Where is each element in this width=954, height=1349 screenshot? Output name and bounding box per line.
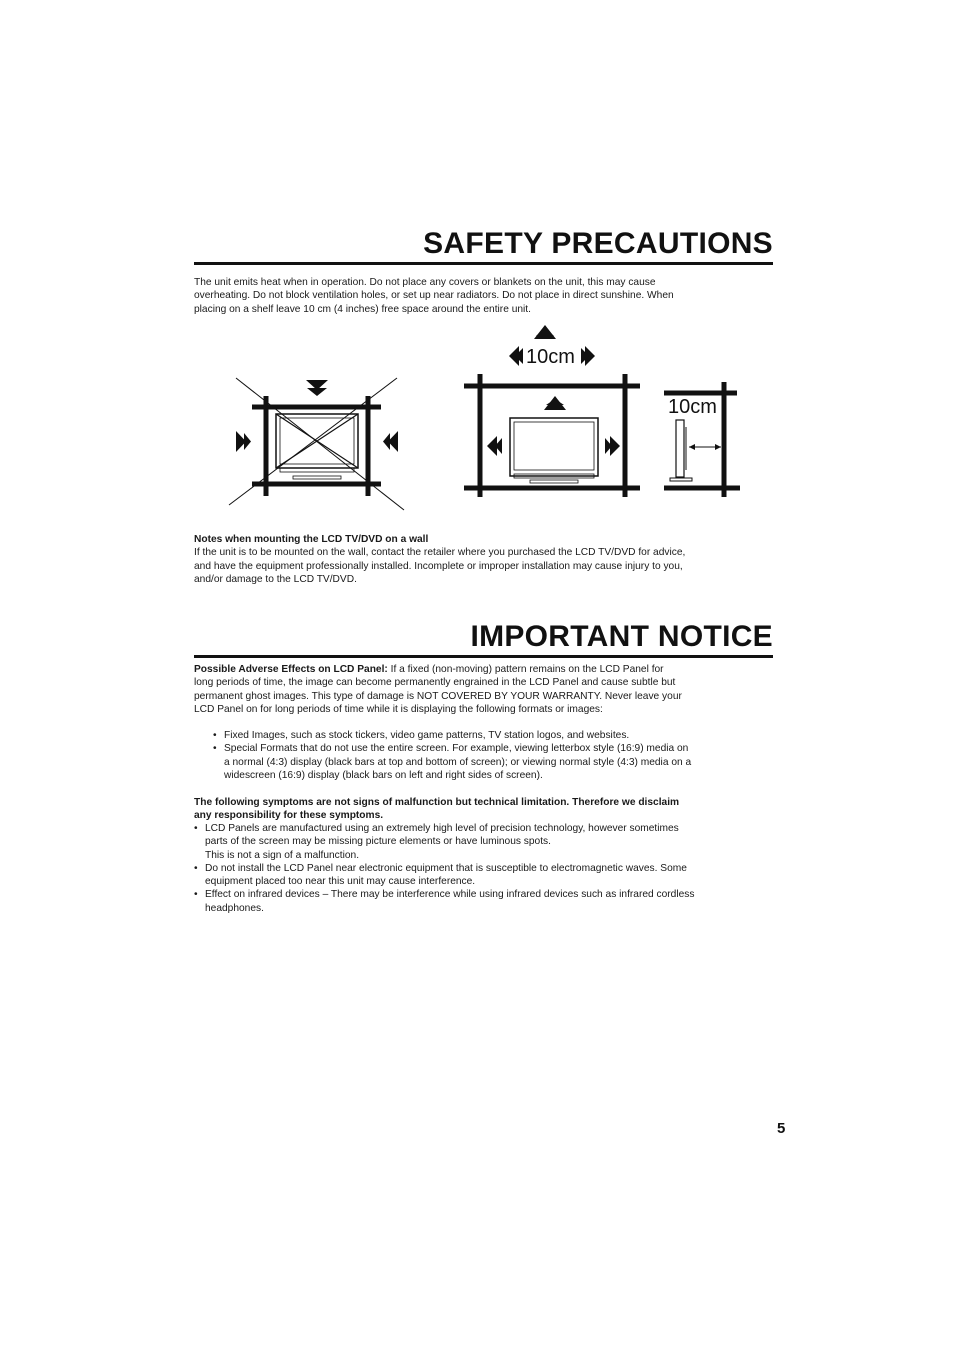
list-item-line: headphones. (205, 902, 264, 914)
safety-intro-line: placing on a shelf leave 10 cm (4 inches) free space around the entire unit. (194, 303, 531, 315)
list-item (194, 822, 769, 862)
lcd-adverse-effects-paragraph (194, 663, 766, 716)
list-item-line: • LCD Panels are manufactured using an extremely high level of precision technology, however sometimes (205, 823, 679, 834)
list-item-line: widescreen (16:9) display (black bars on left and right sides of screen). (224, 769, 543, 781)
list-item-line: • Do not install the LCD Panel near electronic equipment that is susceptible to electromagnetic waves. Some (205, 862, 687, 874)
list-item-line: parts of the screen may be missing picture elements or have luminous spots. (205, 836, 551, 848)
wall-mounting-note (194, 533, 766, 586)
list-item-line: equipment placed too near this unit may cause interference. (205, 876, 476, 888)
wall-note-line: and have the equipment professionally installed. Incomplete or improper installation may cause injury to you, (194, 560, 683, 572)
symptoms-bullet-list (194, 822, 769, 915)
list-item-line: • Special Formats that do not use the entire screen. For example, viewing letterbox style (16:9) media on (224, 743, 689, 755)
symptoms-heading-line: The following symptoms are not signs of malfunction but technical limitation. Therefore we disclaim (194, 797, 680, 808)
list-item-line: • Fixed Images, such as stock tickers, video game patterns, TV station logos, and websites. (224, 730, 630, 741)
notice-lead-text: If a fixed (non-moving) pattern remains on the LCD Panel for (387, 664, 664, 675)
format-bullet-list (213, 729, 765, 782)
list-item-line: a normal (4:3) display (black bars at top and bottom of screen); or viewing normal style (4:3) media on a (224, 756, 692, 768)
front-clearance-label: 10cm (526, 346, 575, 368)
notice-lead-line: LCD Panel on for long periods of time while it is displaying the following formats or images: (194, 703, 603, 715)
symptoms-heading (194, 796, 766, 823)
safety-precautions-title: SAFETY PRECAUTIONS (194, 229, 773, 265)
list-item-line: • Effect on infrared devices – There may be interference while using infrared devices such as infrared cordless (205, 889, 695, 901)
notice-lead-line: permanent ghost images. This type of damage is NOT COVERED BY YOUR WARRANTY. Never leave your (194, 690, 682, 702)
list-item (194, 862, 769, 889)
notice-lead-bold: Possible Adverse Effects on LCD Panel: (194, 664, 388, 675)
important-notice-title: IMPORTANT NOTICE (194, 622, 773, 658)
wall-note-line: If the unit is to be mounted on the wall, contact the retailer where you purchased the LCD TV/DVD for advice, (194, 547, 686, 559)
notice-lead-line (194, 663, 766, 676)
list-item (194, 888, 769, 915)
safety-intro-line: overheating. Do not block ventilation holes, or set up near radiators. Do not place in direct sunshine. When (194, 290, 674, 302)
symptoms-heading-line: any responsibility for these symptoms. (194, 810, 384, 822)
list-item (213, 729, 765, 742)
page-number: 5 (777, 1120, 786, 1137)
side-clearance-label: 10cm (668, 396, 717, 418)
notice-lead-line: long periods of time, the image can become permanently engrained in the LCD Panel and cause subtle but (194, 677, 676, 689)
safety-intro-line: The unit emits heat when in operation. Do not place any covers or blankets on the unit, this may cause (194, 277, 656, 288)
list-item (213, 742, 765, 782)
wall-note-line: and/or damage to the LCD TV/DVD. (194, 573, 357, 585)
list-item-line: This is not a sign of a malfunction. (205, 849, 360, 861)
wall-mounting-heading: Notes when mounting the LCD TV/DVD on a wall (194, 534, 429, 545)
